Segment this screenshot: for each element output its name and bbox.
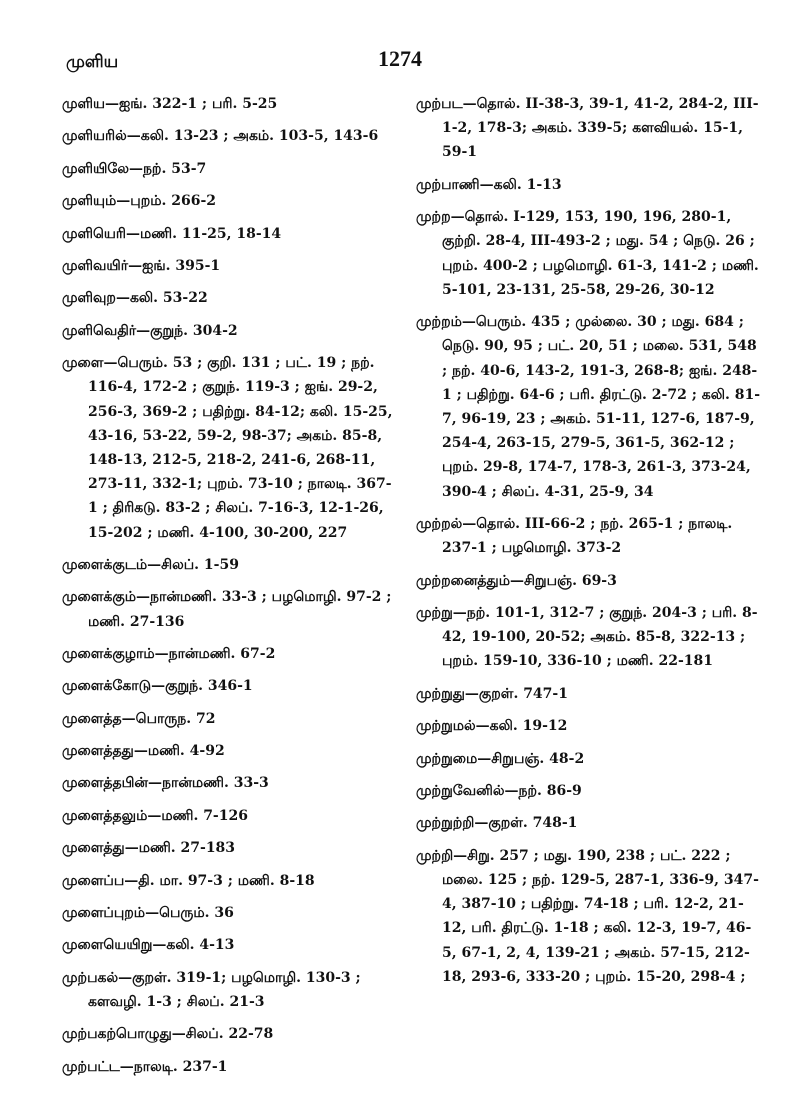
index-entry bbox=[416, 569, 762, 593]
entry-references: —தி. மா. 97-3 ; மணி. 8-18 bbox=[124, 872, 315, 889]
entry-references: —பெரும். 53 ; குறி. 131 ; பட். 19 ; நற். 116-4, 172-2 ; குறுந். 119-3 ; ஐங். 29-2, 256-3, 369-2 ; பதிற்று. 84-12; கலி. 15-25, 43-16, 53-22, 59-2, 98-37; அகம். 85-8, 148-13, 212-5, 218-2, 241-6, 268-11, 273-11, 332-1; புறம். 73-10 ; நாலடி. 367-1 ; திரிகடு. 83-2 ; சிலப். 7-16-3, 12-1-26, 15-202 ; மணி. 4-100, 30-200, 227 bbox=[88, 355, 393, 541]
entry-headword: முற்றுமை bbox=[416, 750, 478, 767]
entry-references: —குறள். 748-1 bbox=[474, 815, 578, 832]
entry-headword: முற்றம் bbox=[416, 314, 462, 331]
index-entry bbox=[62, 707, 400, 731]
entry-references: —நாலடி. 237-1 bbox=[119, 1058, 228, 1075]
entry-headword: முளைக்குடம் bbox=[62, 556, 148, 573]
right-column bbox=[416, 92, 762, 997]
entry-references: —சிறுபஞ். 69-3 bbox=[509, 572, 617, 589]
index-entry bbox=[416, 92, 762, 165]
entry-references: —தொல். I-129, 153, 190, 196, 280-1, குற்றி. 28-4, III-493-2 ; மது. 54 ; நெடு. 26 ; புறம். 400-2 ; பழமொழி. 61-3, 141-2 ; மணி. 5-101, 23-131, 25-58, 29-26, 30-12 bbox=[442, 209, 759, 298]
entry-headword: முளைக்கோடு bbox=[62, 678, 152, 695]
index-entry bbox=[62, 222, 400, 246]
entry-headword: முளைக்குழாம் bbox=[62, 645, 155, 662]
entry-references: —ஐங். 322-1 ; பரி. 5-25 bbox=[105, 96, 278, 112]
index-entry bbox=[62, 869, 400, 893]
entry-headword: முற்றனைத்தும் bbox=[416, 572, 510, 589]
index-entry bbox=[62, 804, 400, 828]
index-entry bbox=[416, 747, 762, 771]
entry-headword: முளிவயிர் bbox=[62, 257, 129, 274]
entry-references: —நான்மணி. 33-3 bbox=[148, 775, 269, 792]
index-entry bbox=[62, 901, 400, 925]
entry-references: —குறள். 747-1 bbox=[464, 685, 568, 702]
index-entry bbox=[62, 1022, 400, 1046]
index-entry bbox=[62, 124, 400, 148]
index-entry bbox=[416, 811, 762, 835]
entry-references: —மணி. 11-25, 18-14 bbox=[126, 225, 282, 242]
index-entry bbox=[416, 779, 762, 803]
index-entry bbox=[62, 254, 400, 278]
entry-references: —சிறுபஞ். 48-2 bbox=[477, 750, 585, 767]
entry-references: —சிலப். 22-78 bbox=[171, 1026, 274, 1043]
entry-headword: முளியிலே bbox=[62, 160, 129, 177]
index-entry bbox=[416, 714, 762, 738]
index-entry bbox=[416, 844, 762, 989]
index-entry bbox=[416, 512, 762, 560]
index-entry bbox=[62, 319, 400, 343]
entry-headword: முற்பட bbox=[416, 96, 463, 112]
entry-headword: முளைத்தது bbox=[62, 743, 134, 760]
left-column bbox=[62, 92, 400, 1087]
entry-headword: முற்ற bbox=[416, 209, 451, 226]
entry-headword: முளை bbox=[62, 355, 104, 372]
index-entry bbox=[62, 933, 400, 957]
index-entry bbox=[416, 682, 762, 706]
entry-headword: முளைக்கும் bbox=[62, 589, 137, 606]
entry-references: —குறுந். 304-2 bbox=[136, 322, 238, 339]
entry-headword: முற்றல் bbox=[416, 516, 463, 532]
entry-headword: முற்றி bbox=[416, 847, 454, 864]
entry-references: —கலி. 13-23 ; அகம். 103-5, 143-6 bbox=[126, 128, 379, 145]
index-entry bbox=[62, 286, 400, 310]
index-entry bbox=[416, 173, 762, 197]
entry-references: —ஐங். 395-1 bbox=[128, 257, 221, 274]
running-head: முளிய bbox=[66, 52, 119, 72]
entry-references: —மணி. 7-126 bbox=[147, 807, 248, 824]
index-entry bbox=[62, 771, 400, 795]
entry-headword: முற்று bbox=[416, 604, 453, 621]
entry-headword: முற்றுது bbox=[416, 685, 465, 702]
entry-references: —நான்மணி. 67-2 bbox=[154, 645, 276, 662]
entry-references: —குறள். 319-1; பழமொழி. 130-3 ; களவழி. 1-3 ; சிலப். 21-3 bbox=[88, 969, 361, 1011]
entry-headword: முற்பட்ட bbox=[62, 1058, 120, 1075]
entry-headword: முற்றுற்றி bbox=[416, 815, 475, 832]
entry-references: —சிறு. 257 ; மது. 190, 238 ; பட். 222 ; மலை. 125 ; நற். 129-5, 287-1, 336-9, 347-4, 387-10 ; பதிற்று. 74-18 ; பரி. 12-2, 21-12, பரி. திரட்டு. 1-18 ; கலி. 12-3, 19-7, 46-5, 67-1, 2, 4, 139-21 ; அகம். 57-15, 212-18, 293-6, 333-20 ; புறம். 15-20, 298-4 ; bbox=[442, 847, 759, 985]
entry-headword: முளையெயிறு bbox=[62, 937, 153, 954]
index-entry bbox=[416, 601, 762, 674]
entry-references: —பெரும். 435 ; முல்லை. 30 ; மது. 684 ; நெடு. 90, 95 ; பட். 20, 51 ; மலை. 531, 548 ; நற். 40-6, 143-2, 191-3, 268-8; ஐங். 248-1 ; பதிற்று. 64-6 ; பரி. திரட்டு. 2-72 ; கலி. 81-7, 96-19, 23 ; அகம். 51-11, 127-6, 187-9, 254-4, 263-15, 279-5, 361-5, 362-12 ; புறம். 29-8, 174-7, 178-3, 261-3, 373-24, 390-4 ; சிலப். 4-31, 25-9, 34 bbox=[442, 314, 761, 500]
entry-headword: முளிய bbox=[62, 96, 106, 112]
index-entry bbox=[62, 642, 400, 666]
entry-headword: முளியெரி bbox=[62, 225, 126, 242]
entry-headword: முற்பாணி bbox=[416, 176, 480, 193]
entry-references: —நான்மணி. 33-3 ; பழமொழி. 97-2 ; மணி. 27-136 bbox=[88, 589, 392, 630]
entry-references: —பொருந. 72 bbox=[121, 710, 216, 727]
entry-references: —புறம். 266-2 bbox=[116, 193, 217, 210]
entry-headword: முளியும் bbox=[62, 193, 117, 210]
entry-headword: முளைப்புறம் bbox=[62, 905, 146, 922]
index-entry bbox=[62, 553, 400, 577]
entry-references: —கலி. 19-12 bbox=[475, 718, 568, 735]
index-entry bbox=[62, 966, 400, 1014]
entry-references: —நற். 86-9 bbox=[504, 782, 582, 799]
entry-references: —மணி. 4-92 bbox=[133, 743, 225, 760]
entry-references: —கலி. 53-22 bbox=[115, 290, 208, 307]
index-entry bbox=[416, 310, 762, 504]
entry-references: —கலி. 1-13 bbox=[479, 176, 562, 193]
entry-headword: முற்பகற்பொழுது bbox=[62, 1026, 172, 1043]
index-entry bbox=[62, 1055, 400, 1079]
index-entry bbox=[62, 351, 400, 545]
entry-headword: முளிவுற bbox=[62, 290, 116, 307]
entry-references: —நற். 101-1, 312-7 ; குறுந். 204-3 ; பரி. 8-42, 19-100, 20-52; அகம். 85-8, 322-13 ; புறம். 159-10, 336-10 ; மணி. 22-181 bbox=[442, 604, 758, 670]
entry-references: —கலி. 4-13 bbox=[152, 937, 235, 954]
index-entry bbox=[62, 157, 400, 181]
index-entry bbox=[62, 739, 400, 763]
entry-references: —நற். 53-7 bbox=[128, 160, 207, 177]
index-entry bbox=[62, 585, 400, 633]
entry-headword: முற்பகல் bbox=[62, 969, 119, 986]
entry-references: —குறுந். 346-1 bbox=[151, 678, 253, 695]
entry-headword: முளைத்து bbox=[62, 840, 125, 857]
entry-headword: முளைத்தபின் bbox=[62, 775, 149, 792]
entry-headword: முளைத்தலும் bbox=[62, 807, 148, 824]
index-entry bbox=[62, 674, 400, 698]
page-header bbox=[0, 44, 800, 84]
entry-references: —பெரும். 36 bbox=[145, 905, 234, 922]
entry-headword: முற்றுவேனில் bbox=[416, 782, 505, 799]
index-entry bbox=[62, 92, 400, 116]
entry-headword: முளைப்ப bbox=[62, 872, 125, 889]
index-entry bbox=[62, 836, 400, 860]
entry-headword: முளைத்த bbox=[62, 710, 122, 727]
index-entry bbox=[62, 189, 400, 213]
index-entry bbox=[416, 205, 762, 302]
entry-references: —மணி. 27-183 bbox=[124, 840, 236, 857]
entry-headword: முளியரில் bbox=[62, 128, 127, 145]
entry-headword: முளிவெதிர் bbox=[62, 322, 137, 339]
entry-references: —தொல். III-66-2 ; நற். 265-1 ; நாலடி. 237-1 ; பழமொழி. 373-2 bbox=[442, 516, 733, 557]
entry-references: —தொல். II-38-3, 39-1, 41-2, 284-2, III-1-2, 178-3; அகம். 339-5; களவியல். 15-1, 59-1 bbox=[442, 96, 759, 161]
entry-references: —சிலப். 1-59 bbox=[147, 556, 239, 573]
entry-headword: முற்றுமல் bbox=[416, 718, 476, 735]
page-number: 1274 bbox=[378, 46, 422, 71]
